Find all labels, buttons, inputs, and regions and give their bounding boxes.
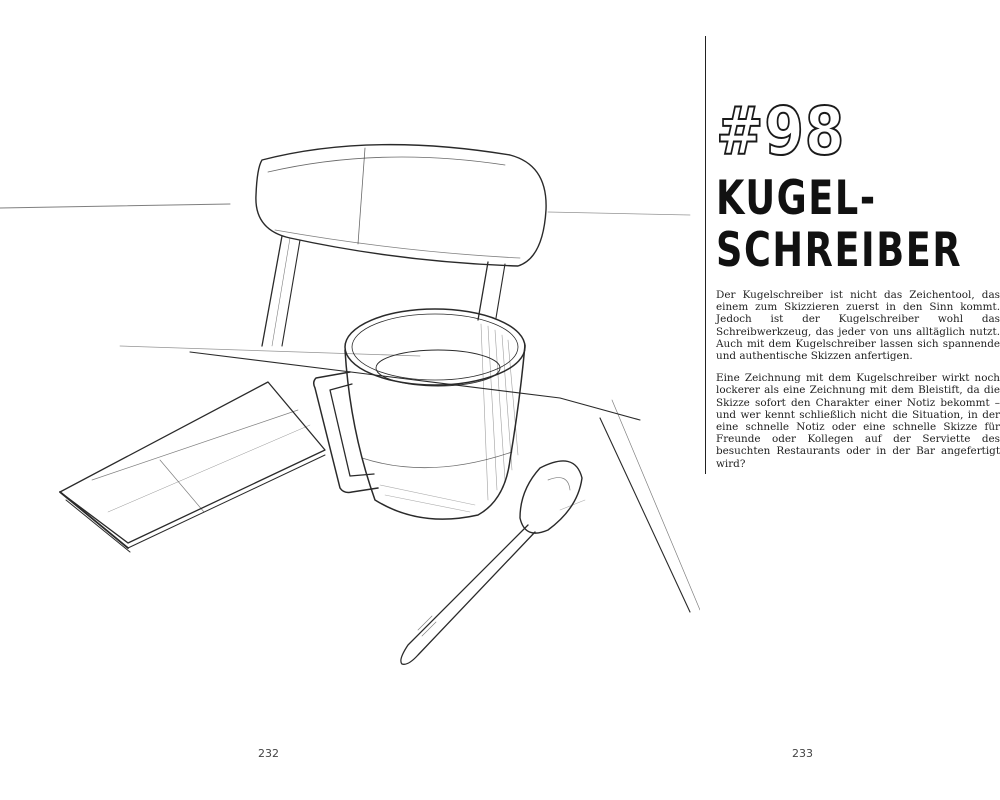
article-title: KUGEL- SCHREIBER (716, 171, 963, 278)
article-paragraph-2: Eine Zeichnung mit dem Kugelschreiber wirkt noch lockerer als eine Zeichnung mit dem Bleistift, da die Skizze sofort den Charakter einer Notiz bekommt – und wer kennt schließlich nicht die Situation, in der eine schnelle Notiz oder eine schnelle Skizze für Freunde oder Kollegen auf der Serviette des besuchten Restaurants oder in der Bar angefertigt wird? (716, 372, 1000, 470)
article-paragraph-1: Der Kugelschreiber ist nicht das Zeichentool, das einem zum Skizzieren zuerst in den Sinn kommt. Jedoch ist der Kugelschreiber wohl das Schreibwerkzeug, das jeder von uns alltäglich nutzt. Auch mit dem Kugelschreiber lassen sich spannende und authentische Skizzen anfertigen. (716, 289, 1000, 363)
page-number-right: 233 (792, 747, 813, 760)
article-number: #98 (716, 93, 846, 170)
pen-sketch-cup-spoon-chair (0, 60, 700, 700)
page-number-left: 232 (258, 747, 279, 760)
article-column (716, 93, 1000, 480)
column-divider (705, 36, 706, 474)
article-body (716, 289, 1000, 470)
